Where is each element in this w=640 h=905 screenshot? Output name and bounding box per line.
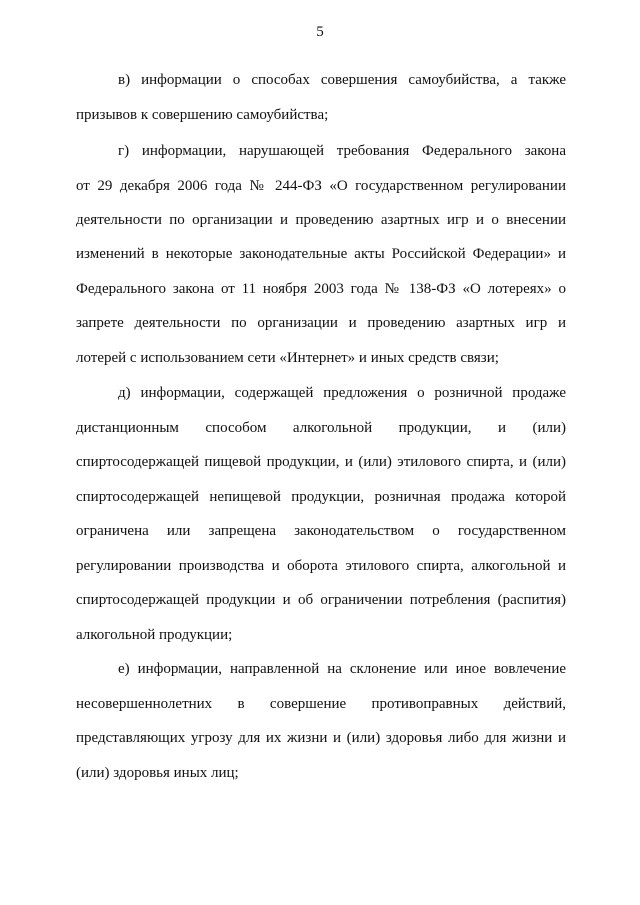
paragraph-d-line-5: ограничена или запрещена законодательством о государственном: [76, 523, 566, 539]
page-number: 5: [316, 24, 324, 40]
paragraph-e-line-3: представляющих угрозу для их жизни и (или) здоровья либо для жизни и: [76, 730, 566, 746]
paragraph-g-line-1: г) информации, нарушающей требования Федерального закона: [118, 143, 566, 159]
paragraph-d-line-8: алкогольной продукции;: [76, 627, 233, 643]
paragraph-g-line-7: лотерей с использованием сети «Интернет» и иных средств связи;: [76, 350, 499, 366]
paragraph-g-line-5: Федерального закона от 11 ноября 2003 года № 138-ФЗ «О лотереях» о: [76, 281, 566, 297]
paragraph-e-line-4: (или) здоровья иных лиц;: [76, 765, 239, 781]
paragraph-d-line-3: спиртосодержащей пищевой продукции, и (или) этилового спирта, и (или): [76, 454, 566, 470]
paragraph-g-line-3: деятельности по организации и проведению азартных игр и о внесении: [76, 212, 566, 228]
paragraph-v-line-1: в) информации о способах совершения самоубийства, а также: [118, 72, 566, 88]
paragraph-g-line-6: запрете деятельности по организации и проведению азартных игр и: [76, 315, 566, 331]
paragraph-v-line-2: призывов к совершению самоубийства;: [76, 107, 329, 123]
paragraph-g-line-4: изменений в некоторые законодательные акты Российской Федерации» и: [76, 246, 566, 262]
paragraph-e-line-2: несовершеннолетних в совершение противоправных действий,: [76, 696, 566, 712]
paragraph-d-line-1: д) информации, содержащей предложения о розничной продаже: [118, 385, 566, 401]
paragraph-d-line-7: спиртосодержащей продукции и об ограничении потребления (распития): [76, 592, 566, 608]
paragraph-g-line-2: от 29 декабря 2006 года № 244-ФЗ «О государственном регулировании: [76, 178, 566, 194]
paragraph-d-line-6: регулировании производства и оборота этилового спирта, алкогольной и: [76, 558, 566, 574]
paragraph-d-line-4: спиртосодержащей непищевой продукции, розничная продажа которой: [76, 489, 566, 505]
paragraph-d-line-2: дистанционным способом алкогольной продукции, и (или): [76, 420, 566, 436]
paragraph-e-line-1: е) информации, направленной на склонение или иное вовлечение: [118, 661, 566, 677]
